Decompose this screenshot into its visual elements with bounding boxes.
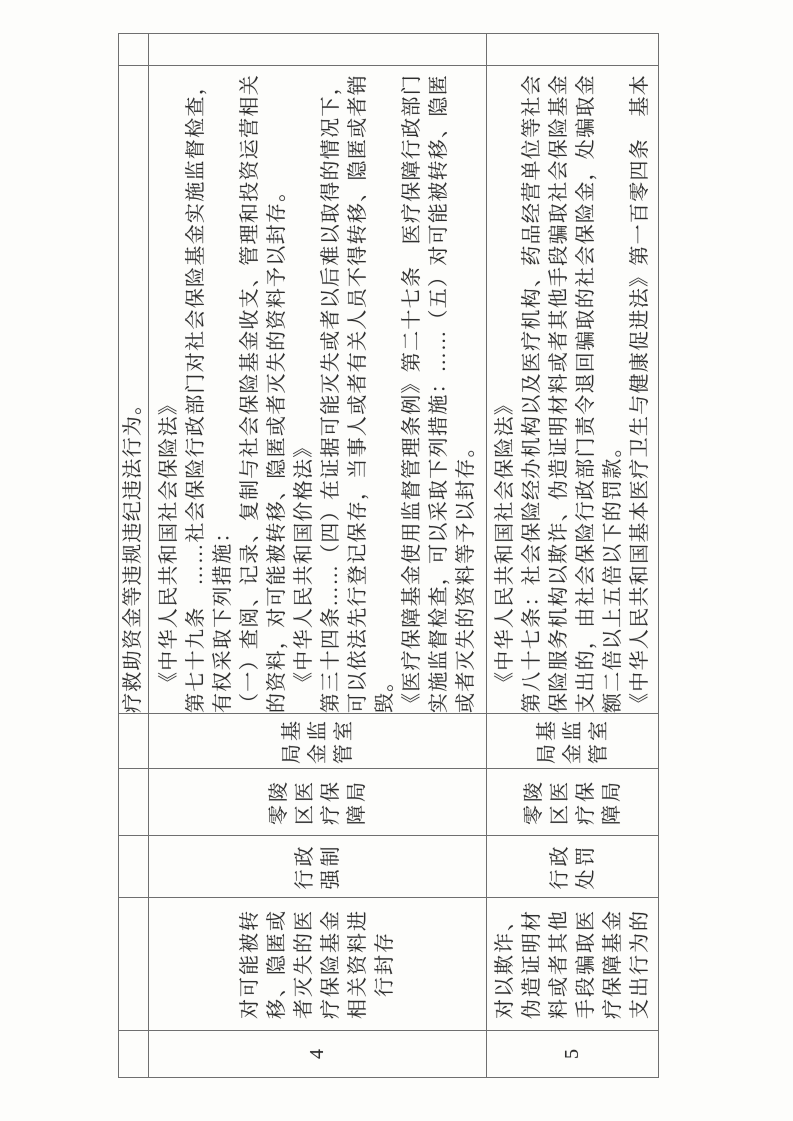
- text-line: 处罚: [574, 843, 597, 890]
- text-line: 管室: [587, 718, 610, 764]
- text-line: 区医: [548, 779, 571, 825]
- text-line: 《中华人民共和国社会保险法》: [157, 393, 180, 692]
- carryover-type-cell: [119, 836, 149, 898]
- text-line: 疗保险基金: [319, 909, 342, 1019]
- text-line: 局基: [535, 718, 558, 764]
- power-list-table: [118, 33, 659, 1078]
- carryover-basis-cell: [119, 66, 149, 714]
- text-line: 行封存: [373, 931, 396, 997]
- table-row-4: [149, 34, 487, 1078]
- legal-basis-cell: [149, 66, 487, 714]
- text-line: 管室: [332, 718, 355, 764]
- text-line: 对可能被转: [238, 909, 261, 1019]
- text-line: 支出的，由社会保险行政部门责令退回骗取的社会保险金，处骗取金: [574, 74, 597, 713]
- carryover-agency-cell: [119, 769, 149, 836]
- power-name-cell: [487, 898, 659, 1031]
- power-type-cell: [487, 836, 659, 898]
- text-line: 实施监督检查，可以采取下列措施：……（五）对可能被转移、隐匿: [427, 74, 450, 713]
- text-line: 疗保: [574, 779, 597, 825]
- responsible-office-cell: [487, 714, 659, 769]
- implementing-agency-cell: [487, 769, 659, 836]
- text-line: 移、隐匿或: [265, 909, 288, 1019]
- text-line: 金监: [306, 718, 329, 764]
- text-line: 区医: [293, 779, 316, 825]
- implementing-agency-cell: [149, 769, 487, 836]
- table-row-5: [487, 34, 659, 1078]
- text-line: 《中华人民共和国社会保险法》: [493, 393, 516, 692]
- text-line: 零陵: [267, 779, 290, 825]
- remark-cell: [487, 34, 659, 66]
- text-line: 有权采取下列措施：: [211, 521, 234, 713]
- text-line: 第七十九条 ……社会保险行政部门对社会保险基金实施监督检查，: [184, 74, 207, 713]
- remark-cell: [149, 34, 487, 66]
- text-line: 障局: [600, 779, 623, 825]
- text-line: 疗保障基金: [601, 909, 624, 1019]
- carryover-basis-text: 疗救助资金等违规违纪违法行为。: [122, 393, 144, 713]
- text-line: 的资料，对可能被转移、隐匿或者灭失的资料予以封存。: [265, 180, 288, 713]
- carryover-name-cell: [119, 898, 149, 1031]
- text-line: 者灭失的医: [292, 909, 315, 1019]
- text-line: 保险服务机构以欺诈、伪造证明材料或者其他手段骗取社会保险基金: [547, 74, 570, 713]
- text-line: 或者灭失的资料等予以封存。: [454, 436, 477, 713]
- legal-basis-cell: [487, 66, 659, 714]
- text-line: 对以欺诈、: [493, 909, 516, 1019]
- text-line: 《中华人民共和国基本医疗卫生与健康促进法》第一百零四条 基本: [628, 74, 651, 713]
- text-line: 相关资料进: [346, 909, 369, 1019]
- rotated-table-container: [118, 34, 658, 1078]
- text-line: 《中华人民共和国价格法》: [292, 436, 315, 692]
- text-line: 金监: [561, 718, 584, 764]
- text-line: 伪造证明材: [520, 909, 543, 1019]
- text-line: 料或者其他: [547, 909, 570, 1019]
- text-line: 行政: [548, 843, 571, 890]
- text-line: 手段骗取医: [574, 909, 597, 1019]
- seq-cell: 5: [487, 1031, 659, 1078]
- text-line: 障局: [345, 779, 368, 825]
- text-line: 额二倍以上五倍以下的罚款。: [601, 436, 624, 713]
- text-line: 支出行为的: [628, 909, 651, 1019]
- carryover-seq-cell: [119, 1031, 149, 1078]
- power-type-cell: [149, 836, 487, 898]
- text-line: 局基: [280, 718, 303, 764]
- text-line: 强制: [319, 843, 342, 890]
- power-name-cell: [149, 898, 487, 1031]
- text-line: 疗保: [319, 779, 342, 825]
- text-line: （一）查阅、记录、复制与社会保险基金收支、管理和投资运营相关: [238, 74, 261, 713]
- text-line: 第三十四条……（四）在证据可能灭失或者以后难以取得的情况下，: [319, 74, 342, 713]
- carryover-office-cell: [119, 714, 149, 769]
- seq-cell: 4: [149, 1031, 487, 1078]
- responsible-office-cell: [149, 714, 487, 769]
- text-line: 毁。: [373, 670, 396, 713]
- carryover-row: [119, 34, 149, 1078]
- text-line: 零陵: [522, 779, 545, 825]
- text-line: 可以依法先行登记保存，当事人或者有关人员不得转移、隐匿或者销: [346, 74, 369, 713]
- text-line: 《医疗保障基金使用监督管理条例》第二十七条 医疗保障行政部门: [400, 74, 423, 713]
- text-line: 第八十七条：社会保险经办机构以及医疗机构、药品经营单位等社会: [520, 74, 543, 713]
- text-line: 行政: [293, 843, 316, 890]
- carryover-remark-cell: [119, 34, 149, 66]
